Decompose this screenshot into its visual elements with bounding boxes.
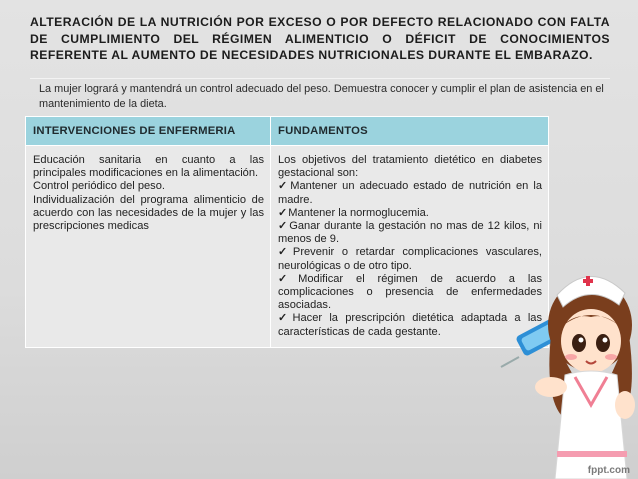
fundamentos-intro: Los objetivos del tratamiento dietético en diabetes gestacional son: — [278, 154, 542, 180]
intervention-item: Educación sanitaria en cuanto a las principales modificaciones en la alimentación. — [33, 154, 264, 180]
intervention-item: Control periódico del peso. — [33, 180, 165, 193]
watermark: fppt.com — [587, 465, 630, 476]
header-fundamentos: FUNDAMENTOS — [271, 117, 549, 146]
interventions-cell — [26, 146, 271, 348]
fundamento-item: ✓ Hacer la prescripción dietética adaptada a las características de cada gestante. — [278, 312, 542, 338]
fundamento-item: ✓ Modificar el régimen de acuerdo a las complicaciones o presencia de enfermedades asociadas. — [278, 273, 542, 313]
fundamento-item: ✓ Ganar durante la gestación no mas de 12 kilos, ni menos de 9. — [278, 220, 542, 246]
intervention-item: Individualización del programa alimenticio de acuerdo con las necesidades de la mujer y las prescripciones medicas — [33, 193, 264, 233]
slide-title: ALTERACIÓN DE LA NUTRICIÓN POR EXCESO O POR DEFECTO RELACIONADO CON FALTA DE CUMPLIMIENTO DEL RÉGIMEN ALIMENTICIO O DÉFICIT DE CONOCIMIENTOS REFERENTE AL AUMENTO DE NECESIDADES NUTRICIONALES DURANTE EL EMBARAZO. — [30, 15, 610, 62]
care-plan-table — [25, 116, 549, 348]
divider — [30, 78, 610, 79]
fundamento-item: ✓ Mantener la normoglucemia. — [278, 207, 542, 220]
fundamento-item: ✓ Mantener un adecuado estado de nutrición en la madre. — [278, 180, 542, 206]
header-interventions: INTERVENCIONES DE ENFERMERIA — [26, 117, 271, 146]
fundamento-item: ✓ Prevenir o retardar complicaciones vasculares, neurológicas o de otro tipo. — [278, 246, 542, 272]
nurse-illustration — [495, 255, 638, 479]
objective-text: La mujer logrará y mantendrá un control adecuado del peso. Demuestra conocer y cumplir el plan de asistencia en el mantenimiento de la dieta. — [39, 83, 604, 110]
